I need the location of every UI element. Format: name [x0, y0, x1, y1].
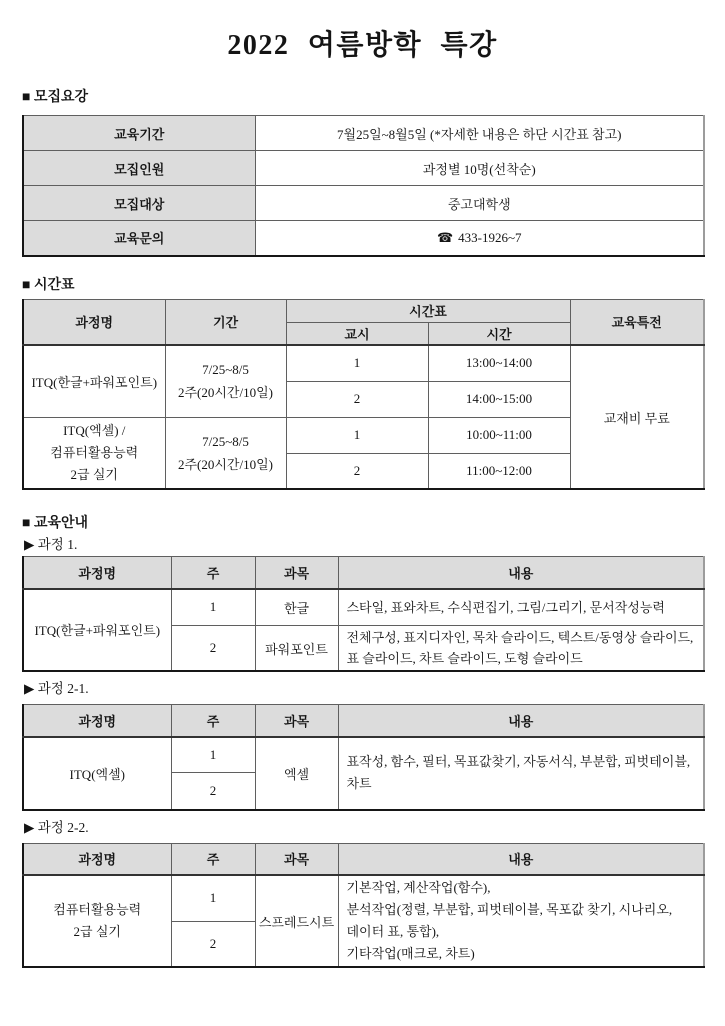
- subject-cell: 스프레드시트: [255, 875, 338, 967]
- recruitment-row-value: 7월25일~8월5일 (*자세한 내용은 하단 시간표 참고): [255, 116, 704, 151]
- table-row: [23, 116, 704, 151]
- subject-cell: 파워포인트: [255, 626, 338, 672]
- session-time-cell: 11:00~12:00: [428, 453, 570, 489]
- column-header-content: 내용: [338, 705, 704, 737]
- week-cell: 1: [171, 737, 255, 773]
- column-header-subject: 과목: [255, 557, 338, 589]
- column-header-timetable: 시간표: [286, 299, 570, 322]
- course-name-cell: [23, 875, 171, 967]
- subject-cell: 엑셀: [255, 737, 338, 810]
- schedule-table: [22, 299, 705, 491]
- phone-number: 433-1926~7: [458, 229, 522, 245]
- week-cell: 2: [171, 626, 255, 672]
- benefit-cell: 교재비 무료: [570, 345, 704, 489]
- column-header-week: 주: [171, 843, 255, 875]
- table-header-row: [23, 299, 704, 322]
- course-name-cell: ITQ(엑셀): [23, 737, 171, 810]
- course21-table: [22, 704, 705, 811]
- week-cell: 2: [171, 921, 255, 967]
- recruitment-row-label: 모집인원: [23, 151, 255, 186]
- column-header-session: 교시: [286, 322, 428, 345]
- period-line: 7/25~8/5: [202, 433, 249, 449]
- session-time-cell: 10:00~11:00: [428, 417, 570, 453]
- session-no-cell: 1: [286, 417, 428, 453]
- period-line: 7/25~8/5: [202, 362, 249, 378]
- session-no-cell: 2: [286, 381, 428, 417]
- course1-table: [22, 556, 705, 672]
- column-header-course: 과정명: [23, 843, 171, 875]
- column-header-course: 과정명: [23, 299, 165, 345]
- content-cell: [338, 589, 704, 626]
- table-row: [23, 737, 704, 773]
- column-header-content: 내용: [338, 557, 704, 589]
- course-name-line: 컴퓨터활용능력: [50, 444, 139, 460]
- recruitment-table: [22, 115, 705, 257]
- column-header-time: 시간: [428, 322, 570, 345]
- section-heading-guide: ■ 교육안내: [22, 516, 89, 531]
- column-header-subject: 과목: [255, 705, 338, 737]
- recruitment-row-label: 교육문의: [23, 221, 255, 256]
- content-line: 표작성, 함수, 필터, 목표값찾기, 자동서식, 부분합, 피벗테이블,: [346, 754, 691, 769]
- course-period-cell: [165, 417, 286, 489]
- session-no-cell: 1: [286, 345, 428, 381]
- content-line: 전체구성, 표지디자인, 목차 슬라이드, 텍스트/동영상 슬라이드,: [346, 630, 694, 645]
- content-cell: [338, 875, 704, 967]
- content-line: 분석작업(정렬, 부분합, 피벗테이블, 목포값 찾기, 시나리오,: [346, 902, 673, 917]
- recruitment-row-value: 중고대학생: [255, 186, 704, 221]
- period-line: 2주(20시간/10일): [177, 456, 273, 472]
- course-name-line: ITQ(엑셀) /: [63, 422, 126, 438]
- subsection-label-course22: ▶ 과정 2-2.: [24, 819, 89, 835]
- course-name-line: 2급 실기: [70, 466, 118, 482]
- phone-icon: ☎: [436, 229, 454, 245]
- recruitment-row-value: [255, 221, 704, 256]
- course-name-line: 컴퓨터활용능력: [53, 902, 142, 917]
- session-time-cell: 14:00~15:00: [428, 381, 570, 417]
- column-header-content: 내용: [338, 843, 704, 875]
- table-row: [23, 221, 704, 256]
- section-heading-schedule: ■ 시간표: [22, 277, 75, 293]
- course-name-cell: ITQ(한글+파워포인트): [23, 345, 165, 417]
- course-period-cell: [165, 345, 286, 417]
- table-row: [23, 875, 704, 921]
- course-name-cell: [23, 417, 165, 489]
- table-row: [23, 186, 704, 221]
- content-line: 표 슬라이드, 차트 슬라이드, 도형 슬라이드: [346, 651, 583, 666]
- column-header-week: 주: [171, 557, 255, 589]
- column-header-subject: 과목: [255, 843, 338, 875]
- table-header-row: [23, 705, 704, 737]
- subsection-label-course21: ▶ 과정 2-1.: [24, 681, 89, 696]
- period-line: 2주(20시간/10일): [177, 385, 273, 401]
- column-header-week: 주: [171, 705, 255, 737]
- column-header-course: 과정명: [23, 705, 171, 737]
- table-row: [23, 151, 704, 186]
- recruitment-row-label: 교육기간: [23, 116, 255, 151]
- recruitment-row-label: 모집대상: [23, 186, 255, 221]
- table-header-row: [23, 557, 704, 589]
- content-cell: [338, 626, 704, 672]
- recruitment-row-value: 과정별 10명(선착순): [255, 151, 704, 186]
- content-line: 데이터 표, 통합),: [346, 924, 440, 939]
- content-line: 기본작업, 계산작업(함수),: [346, 880, 491, 895]
- week-cell: 1: [171, 875, 255, 921]
- subject-cell: 한글: [255, 589, 338, 626]
- session-no-cell: 2: [286, 453, 428, 489]
- column-header-benefit: 교육특전: [570, 299, 704, 345]
- course-name-cell: ITQ(한글+파워포인트): [23, 589, 171, 672]
- content-line: 스타일, 표와차트, 수식편집기, 그림/그리기, 문서작성능력: [346, 599, 665, 615]
- week-cell: 1: [171, 589, 255, 626]
- column-header-course: 과정명: [23, 557, 171, 589]
- section-heading-recruitment: ■ 모집요강: [22, 90, 89, 105]
- content-line: 기타작업(매크로, 차트): [346, 946, 475, 961]
- course22-table: [22, 843, 705, 969]
- table-header-row: [23, 843, 704, 875]
- course-name-line: 2급 실기: [73, 924, 121, 939]
- content-line: 차트: [346, 776, 372, 791]
- week-cell: 2: [171, 773, 255, 810]
- table-row: [23, 345, 704, 381]
- column-header-period: 기간: [165, 299, 286, 345]
- table-row: [23, 589, 704, 626]
- subsection-label-course1: ▶ 과정 1.: [24, 537, 78, 552]
- page-title: 2022 여름방학 특강: [227, 30, 498, 61]
- session-time-cell: 13:00~14:00: [428, 345, 570, 381]
- content-cell: [338, 737, 704, 810]
